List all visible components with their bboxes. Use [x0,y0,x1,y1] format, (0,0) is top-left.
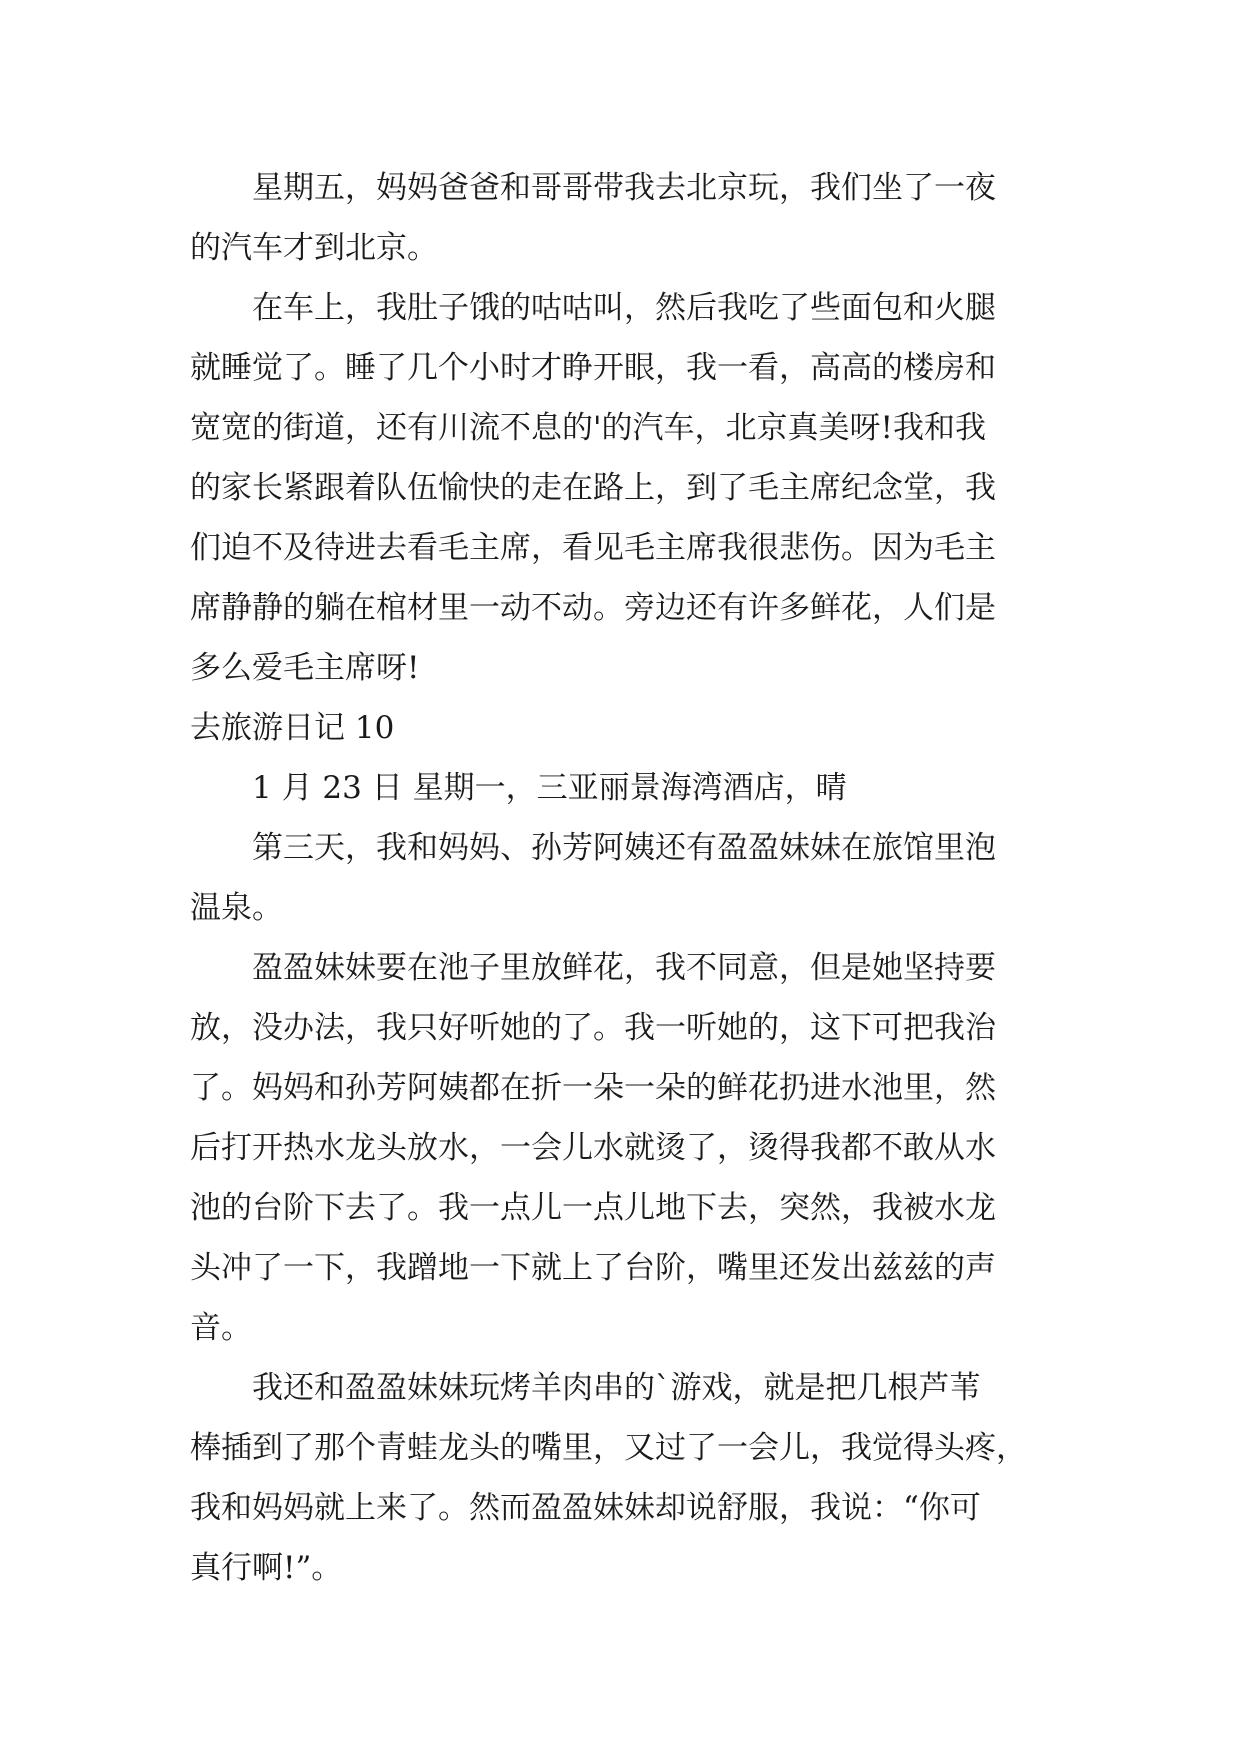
text-line: 真行啊!”。 [190,1550,343,1586]
paragraph-2 [190,278,1050,698]
text-line: 第三天，我和妈妈、孙芳阿姨还有盈盈妹妹在旅馆里泡 [252,830,996,866]
text-line: 的家长紧跟着队伍愉快的走在路上，到了毛主席纪念堂，我 [190,470,996,506]
text-line: 的汽车才到北京。 [190,230,438,266]
text-line: 宽宽的街道，还有川流不息的'的汽车，北京真美呀!我和我 [190,410,986,446]
text-line: 头冲了一下，我蹭地一下就上了台阶，嘴里还发出兹兹的声 [190,1250,996,1286]
text-line: 们迫不及待进去看毛主席，看见毛主席我很悲伤。因为毛主 [190,530,996,566]
text-line: 在车上，我肚子饿的咕咕叫，然后我吃了些面包和火腿 [252,290,996,326]
paragraph-4 [190,938,1050,1358]
paragraph-3 [190,818,1050,938]
text-line: 就睡觉了。睡了几个小时才睁开眼，我一看，高高的楼房和 [190,350,996,386]
text-line: 我和妈妈就上来了。然而盈盈妹妹却说舒服，我说：“你可 [190,1490,981,1526]
text-line: 放，没办法，我只好听她的了。我一听她的，这下可把我治 [190,1010,996,1046]
text-line: 后打开热水龙头放水，一会儿水就烫了，烫得我都不敢从水 [190,1130,996,1166]
date-line [190,758,1050,818]
text-line: 池的台阶下去了。我一点儿一点儿地下去，突然，我被水龙 [190,1190,996,1226]
text-line: 棒插到了那个青蛙龙头的嘴里，又过了一会儿，我觉得头疼， [190,1430,1027,1466]
text-line: 温泉。 [190,890,283,926]
text-line: 了。妈妈和孙芳阿姨都在折一朵一朵的鲜花扔进水池里，然 [190,1070,996,1106]
date-text: 1 月 23 日 星期一，三亚丽景海湾酒店，晴 [252,770,847,806]
text-line: 星期五，妈妈爸爸和哥哥带我去北京玩，我们坐了一夜 [252,170,996,206]
document-page [190,158,1050,1598]
paragraph-5 [190,1358,1050,1598]
text-line: 盈盈妹妹要在池子里放鲜花，我不同意，但是她坚持要 [252,950,996,986]
text-line: 我还和盈盈妹妹玩烤羊肉串的`游戏，就是把几根芦苇 [252,1370,981,1406]
text-line: 音。 [190,1310,252,1346]
text-line: 席静静的躺在棺材里一动不动。旁边还有许多鲜花，人们是 [190,590,996,626]
paragraph-1 [190,158,1050,278]
text-line: 多么爱毛主席呀! [190,650,420,686]
section-title: 去旅游日记 10 [190,710,395,746]
